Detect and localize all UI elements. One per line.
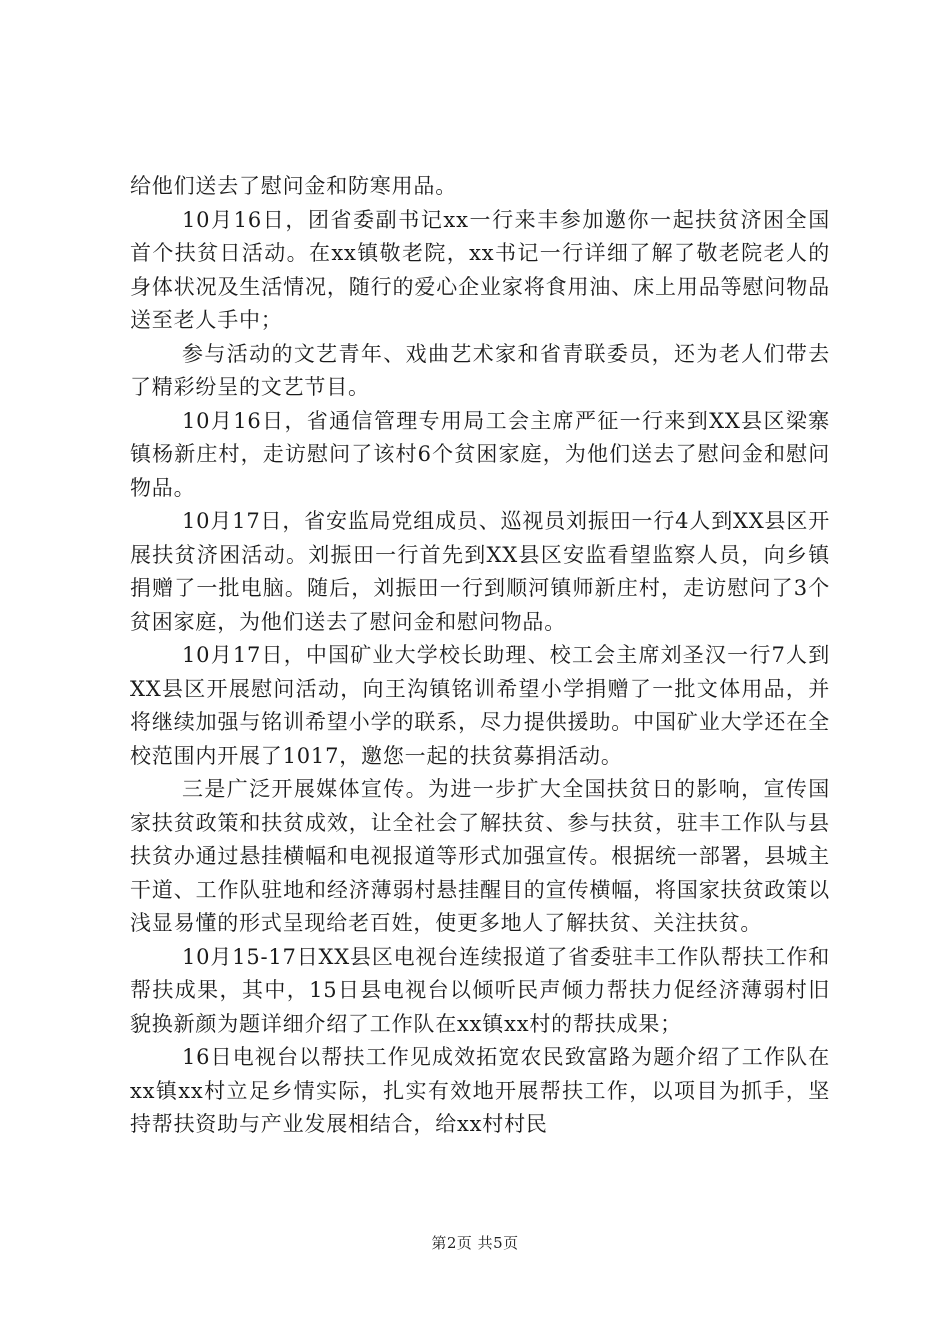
paragraph: 10月17日，中国矿业大学校长助理、校工会主席刘圣汉一行7人到XX县区开展慰问活动，向王沟镇铭训希望小学捐赠了一批文体用品，并将继续加强与铭训希望小学的联系，尽力提供援助。中国矿业大学还在全校范围内开展了1017，邀您一起的扶贫募捐活动。 xyxy=(130,643,830,768)
paragraph-continuation: 给他们送去了慰问金和防寒用品。 xyxy=(130,174,457,198)
paragraph: 参与活动的文艺青年、戏曲艺术家和省青联委员，还为老人们带去了精彩纷呈的文艺节目。 xyxy=(130,341,830,399)
page-number-footer: 第2页 共5页 xyxy=(431,1234,519,1252)
paragraph: 10月16日，团省委副书记xx一行来丰参加邀你一起扶贫济困全国首个扶贫日活动。在xx镇敬老院，xx书记一行详细了解了敬老院老人的身体状况及生活情况，随行的爱心企业家将食用油、床上用品等慰问物品送至老人手中； xyxy=(130,207,830,332)
paragraph: 10月16日，省通信管理专用局工会主席严征一行来到XX县区梁寨镇杨新庄村，走访慰问了该村6个贫困家庭，为他们送去了慰问金和慰问物品。 xyxy=(130,408,830,500)
paragraph: 16日电视台以帮扶工作见成效拓宽农民致富路为题介绍了工作队在xx镇xx村立足乡情实际，扎实有效地开展帮扶工作，以项目为抓手，坚持帮扶资助与产业发展相结合，给xx村村民 xyxy=(130,1045,830,1136)
paragraph: 10月17日，省安监局党组成员、巡视员刘振田一行4人到XX县区开展扶贫济困活动。刘振田一行首先到XX县区安监看望监察人员，向乡镇捐赠了一批电脑。随后，刘振田一行到顺河镇师新庄村，走访慰问了3个贫困家庭，为他们送去了慰问金和慰问物品。 xyxy=(130,509,830,634)
paragraph: 三是广泛开展媒体宣传。为进一步扩大全国扶贫日的影响，宣传国家扶贫政策和扶贫成效，让全社会了解扶贫、参与扶贫，驻丰工作队与县扶贫办通过悬挂横幅和电视报道等形式加强宣传。根据统一部署，县城主干道、工作队驻地和经济薄弱村悬挂醒目的宣传横幅，将国家扶贫政策以浅显易懂的形式呈现给老百姓，使更多地人了解扶贫、关注扶贫。 xyxy=(130,777,830,935)
paragraph: 10月15-17日XX县区电视台连续报道了省委驻丰工作队帮扶工作和帮扶成果，其中，15日县电视台以倾听民声倾力帮扶力促经济薄弱村旧貌换新颜为题详细介绍了工作队在xx镇xx村的帮扶成果； xyxy=(130,944,830,1036)
document-body xyxy=(130,170,830,1142)
